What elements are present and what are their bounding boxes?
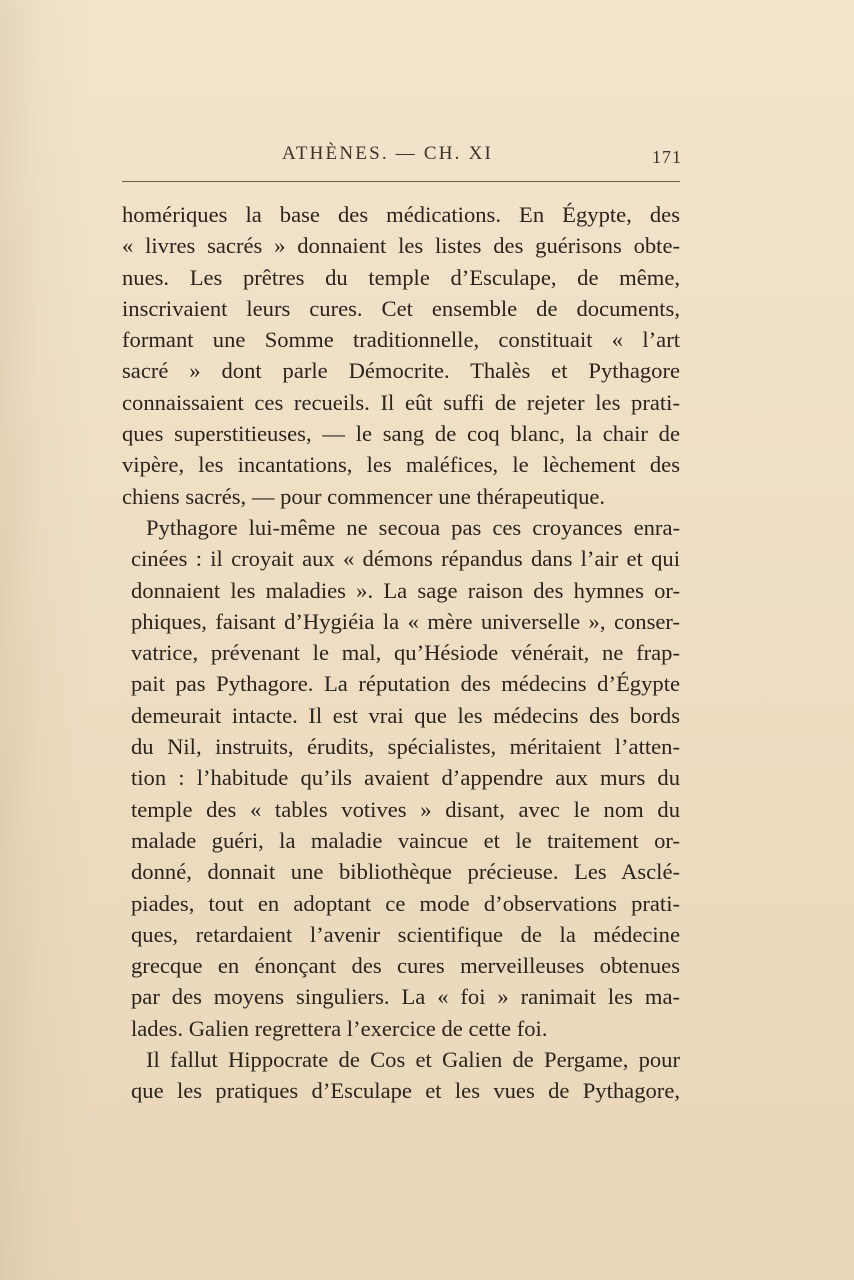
- text-line: tion : l’habitude qu’ils avaient d’appendre aux murs du: [131, 765, 680, 791]
- body-text: [122, 199, 680, 1107]
- text-line: donnaient les maladies ». La sage raison des hymnes or-: [131, 577, 680, 603]
- header-rule: [122, 181, 680, 182]
- text-line: vatrice, prévenant le mal, qu’Hésiode vénérait, ne frap-: [131, 640, 680, 666]
- text-line: grecque en énonçant des cures merveilleuses obtenues: [131, 953, 680, 979]
- page-number: 171: [652, 147, 682, 167]
- text-line: « livres sacrés » donnaient les listes des guérisons obte-: [122, 233, 680, 259]
- text-line: malade guéri, la maladie vaincue et le traitement or-: [131, 827, 680, 853]
- text-line: cinées : il croyait aux « démons répandus dans l’air et qui: [131, 546, 680, 572]
- text-line: connaissaient ces recueils. Il eût suffi de rejeter les prati-: [122, 389, 680, 415]
- text-line: par des moyens singuliers. La « foi » ranimait les ma-: [131, 984, 680, 1010]
- text-line: homériques la base des médications. En Égypte, des: [122, 202, 680, 227]
- running-head: [122, 143, 682, 173]
- paragraph-first-line: Il fallut Hippocrate de Cos et Galien de Pergame, pour: [146, 1047, 680, 1073]
- text-line: temple des « tables votives » disant, avec le nom du: [131, 796, 680, 822]
- text-line: que les pratiques d’Esculape et les vues de Pythagore,: [131, 1078, 680, 1104]
- text-line: donné, donnait une bibliothèque précieuse. Les Asclé-: [131, 859, 680, 885]
- text-line: pait pas Pythagore. La réputation des médecins d’Égypte: [131, 671, 680, 697]
- text-line: nues. Les prêtres du temple d’Esculape, de même,: [122, 264, 680, 290]
- text-line: ques superstitieuses, — le sang de coq blanc, la chair de: [122, 421, 680, 447]
- text-line: phiques, faisant d’Hygiéia la « mère universelle », conser-: [131, 608, 680, 634]
- paragraph-first-line: Pythagore lui-même ne secoua pas ces croyances enra-: [146, 514, 680, 540]
- text-line: formant une Somme traditionnelle, constituait « l’art: [122, 327, 680, 353]
- text-line: chiens sacrés, — pour commencer une thérapeutique.: [122, 483, 606, 509]
- text-line: du Nil, instruits, érudits, spécialistes, méritaient l’atten-: [131, 734, 680, 760]
- running-title: ATHÈNES. — CH. XI: [282, 143, 494, 164]
- text-line: inscrivaient leurs cures. Cet ensemble de documents,: [122, 295, 680, 321]
- text-line: ques, retardaient l’avenir scientifique de la médecine: [131, 921, 680, 947]
- text-line: piades, tout en adoptant ce mode d’observations prati-: [131, 890, 680, 916]
- text-line: sacré » dont parle Démocrite. Thalès et Pythagore: [122, 358, 680, 384]
- text-line: vipère, les incantations, les maléfices, le lèchement des: [122, 452, 680, 478]
- text-line: demeurait intacte. Il est vrai que les médecins des bords: [131, 702, 680, 728]
- text-line: lades. Galien regrettera l’exercice de cette foi.: [131, 1015, 548, 1041]
